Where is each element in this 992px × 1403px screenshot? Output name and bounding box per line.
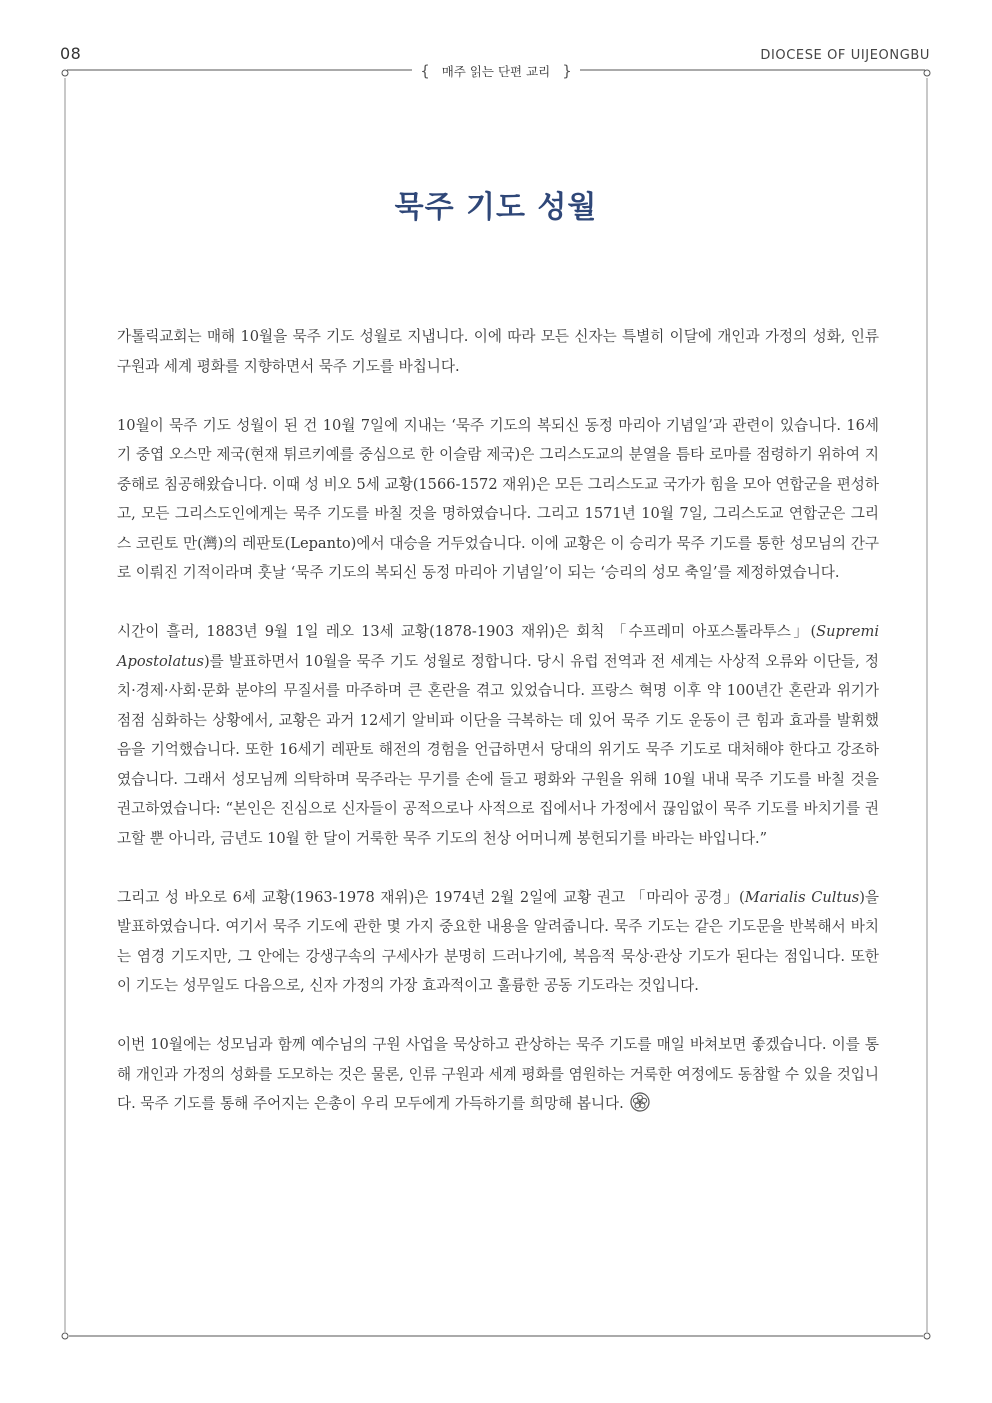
paragraph-2: 10월이 묵주 기도 성월이 된 건 10월 7일에 지내는 ‘묵주 기도의 복되신 동정 마리아 기념일’과 관련이 있습니다. 16세기 중엽 오스만 제국(현재 튀르키예를 중심으로 한 이슬람 제국)은 그리스도교의 분열을 틈타 로마를 점령하기 위하여 지중해로 침공해왔습니다. 이때 성 비오 5세 교황(1566-1572 재위)은 모든 그리스도교 국가가 힘을 모아 연합군을 편성하고, 모든 그리스도인에게는 묵주 기도를 바칠 것을 명하였습니다. 그리고 1571년 10월 7일, 그리스도교 연합군은 그리스 코린토 만(灣)의 레판토(Lepanto)에서 대승을 거두었습니다. 이에 교황은 이 승리가 묵주 기도를 통한 성모님의 간구로 이뤄진 기적이라며 훗날 ‘묵주 기도의 복되신 동정 마리아 기념일’이 되는 ‘승리의 성모 축일’를 제정하였습니다. [117,416,880,581]
encyclical-latin-title: Supremi Apostolatus [117,623,879,670]
corner-circle-bottom-right [924,1333,930,1339]
paragraph-1: 가톨릭교회는 매해 10월을 묵주 기도 성월로 지냅니다. 이에 따라 모든 신자는 특별히 이달에 개인과 가정의 성화, 인류 구원과 세계 평화를 지향하면서 묵주 기도를 바칩니다. [117,328,879,375]
series-label [412,62,580,81]
left-brace-icon: { [420,62,430,80]
right-brace-icon: } [562,62,572,80]
exhortation-latin-title: Marialis Cultus [744,888,860,906]
publisher-name: DIOCESE OF UIJEONGBU [760,48,930,63]
paragraph-3-text-a: 시간이 흘러, 1883년 9월 1일 레오 13세 교황(1878-1903 재위)은 회칙 「수프레미 아포스톨라투스」( [117,623,817,640]
corner-circle-bottom-left [62,1333,68,1339]
corner-circle-top-right [924,70,930,76]
page-number: 08 [60,44,82,63]
article-title: 묵주 기도 성월 [394,190,598,225]
paragraph-4-text-a: 그리고 성 바오로 6세 교황(1963-1978 재위)은 1974년 2월 2일에 교황 권고 「마리아 공경」( [117,888,745,906]
paragraph-5-text: 이번 10월에는 성모님과 함께 예수님의 구원 사업을 묵상하고 관상하는 묵주 기도를 매일 바쳐보면 좋겠습니다. 이를 통해 개인과 가정의 성화를 도모하는 것은 물론, 인류 구원과 세계 평화를 염원하는 거룩한 여정에도 동참할 수 있을 것입니다. 묵주 기도를 통해 주어지는 은총이 우리 모두에게 가득하기를 희망해 봅니다. [117,1036,879,1112]
series-title: 매주 읽는 단편 교리 [441,64,551,79]
corner-circle-top-left [62,70,68,76]
paragraph-3-text-b: )를 발표하면서 10월을 묵주 기도 성월로 정합니다. 당시 유럽 전역과 전 세계는 사상적 오류와 이단들, 정치·경제·사회·문화 분야의 무질서를 마주하며 큰 혼란을 겪고 있었습니다. 프랑스 혁명 이후 약 100년간 혼란과 위기가 점점 심화하는 상황에서, 교황은 과거 12세기 알비파 이단을 극복하는 데 있어 묵주 기도 운동이 큰 힘과 효과를 발휘했음을 기억했습니다. 또한 16세기 레판토 해전의 경험을 언급하면서 당대의 위기도 묵주 기도로 대처해야 한다고 강조하였습니다. 그래서 성모님께 의탁하며 묵주라는 무기를 손에 들고 평화와 구원을 위해 10월 내내 묵주 기도를 바칠 것을 권고하였습니다: “본인은 진심으로 신자들이 공적으로나 사적으로 집에서나 가정에서 끊임없이 묵주 기도를 바치기를 권고할 뿐 아니라, 금년도 10월 한 달이 거룩한 묵주 기도의 천상 어머니께 봉헌되기를 바라는 바입니다.” [117,652,879,847]
paragraph-4-text-b: )을 발표하였습니다. 여기서 묵주 기도에 관한 몇 가지 중요한 내용을 알려줍니다. 묵주 기도는 같은 기도문을 반복해서 바치는 염경 기도지만, 그 안에는 강생구속의 구세사가 분명히 드러나기에, 복음적 묵상·관상 기도가 된다는 점입니다. 또한 이 기도는 성무일도 다음으로, 신자 가정의 가장 효과적이고 훌륭한 공동 기도라는 것입니다. [117,888,880,994]
